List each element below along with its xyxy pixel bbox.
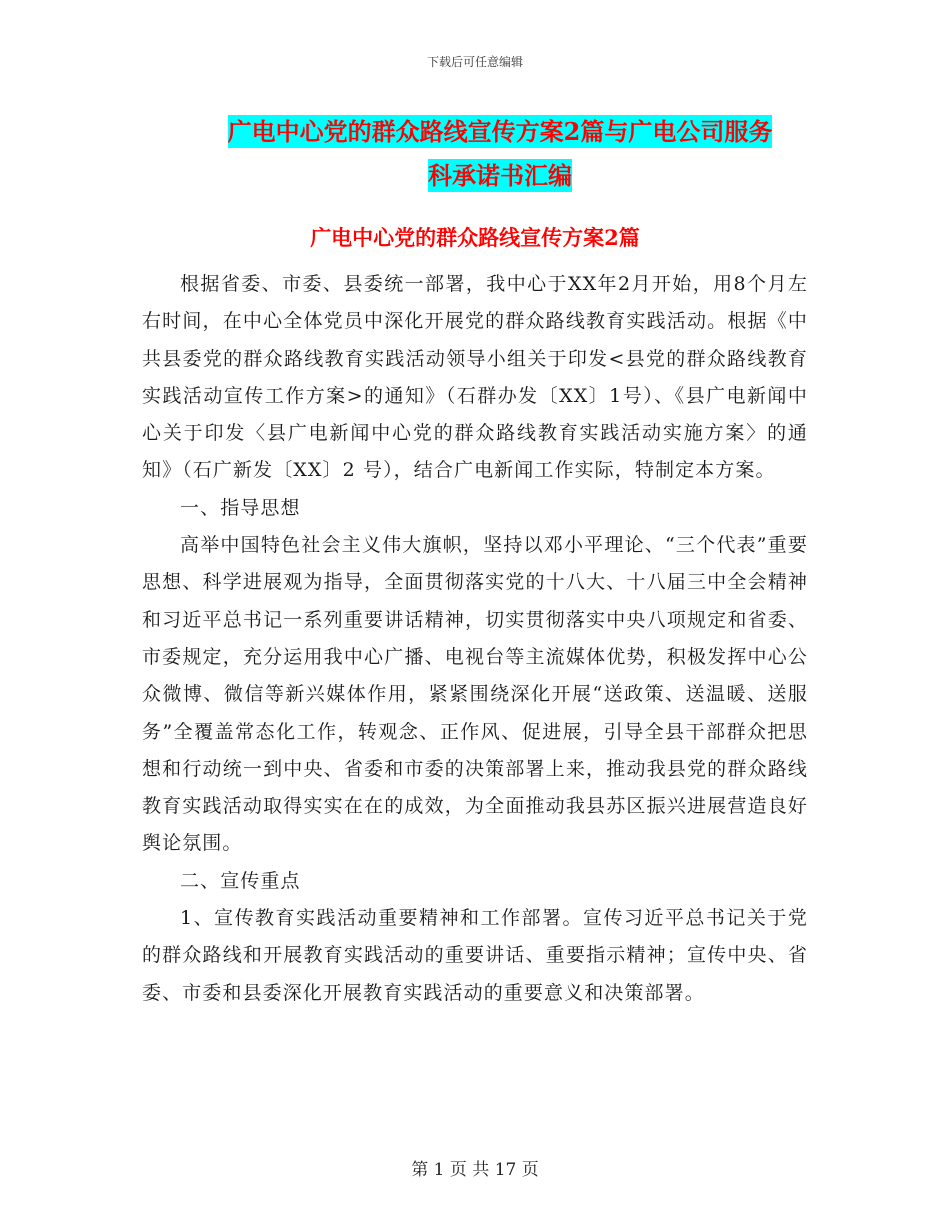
document-title-line-2: 科承诺书汇编 bbox=[428, 161, 572, 190]
section-title: 广电中心党的群众路线宣传方案2篇 bbox=[310, 225, 640, 250]
body-text bbox=[142, 266, 808, 1012]
page-footer: 第 1 页 共 17 页 bbox=[411, 1160, 539, 1180]
header-note: 下载后可任意编辑 bbox=[426, 55, 523, 69]
document-title-line-1: 广电中心党的群众路线宣传方案2篇与广电公司服务 bbox=[227, 117, 773, 146]
document-title bbox=[195, 110, 805, 198]
heading-guiding-ideology: 一、指导思想 bbox=[180, 496, 301, 519]
heading-publicity-focus: 二、宣传重点 bbox=[180, 869, 301, 892]
paragraph-guiding-ideology: 高举中国特色社会主义伟大旗帜，坚持以邓小平理论、“三个代表”重要思想、科学进展观为指导，全面贯彻落实党的十八大、十八届三中全会精神和习近平总书记一系列重要讲话精神，切实贯彻落实中央八项规定和省委、市委规定，充分运用我中心广播、电视台等主流媒体优势，积极发挥中心公众微博、微信等新兴媒体作用，紧紧围绕深化开展“送政策、送温暖、送服务”全覆盖常态化工作，转观念、正作风、促进展，引导全县干部群众把思想和行动统一到中央、省委和市委的决策部署上来，推动我县党的群众路线教育实践活动取得实实在在的成效，为全面推动我县苏区振兴进展营造良好舆论氛围。 bbox=[142, 534, 808, 855]
paragraph-intro: 根据省委、市委、县委统一部署，我中心于XX年2月开始，用8个月左右时间，在中心全体党员中深化开展党的群众路线教育实践活动。根据《中共县委党的群众路线教育实践活动领导小组关于印发<县党的群众路线教育实践活动宣传工作方案>的通知》（石群办发〔XX〕1号）、《县广电新闻中心关于印发〈县广电新闻中心党的群众路线教育实践活动实施方案〉的通知》（石广新发〔XX〕2 号），结合广电新闻工作实际，特制定本方案。 bbox=[142, 273, 808, 482]
paragraph-publicity-focus-1: 1、宣传教育实践活动重要精神和工作部署。宣传习近平总书记关于党的群众路线和开展教育实践活动的重要讲话、重要指示精神；宣传中央、省委、市委和县委深化开展教育实践活动的重要意义和决策部署。 bbox=[142, 907, 808, 1004]
